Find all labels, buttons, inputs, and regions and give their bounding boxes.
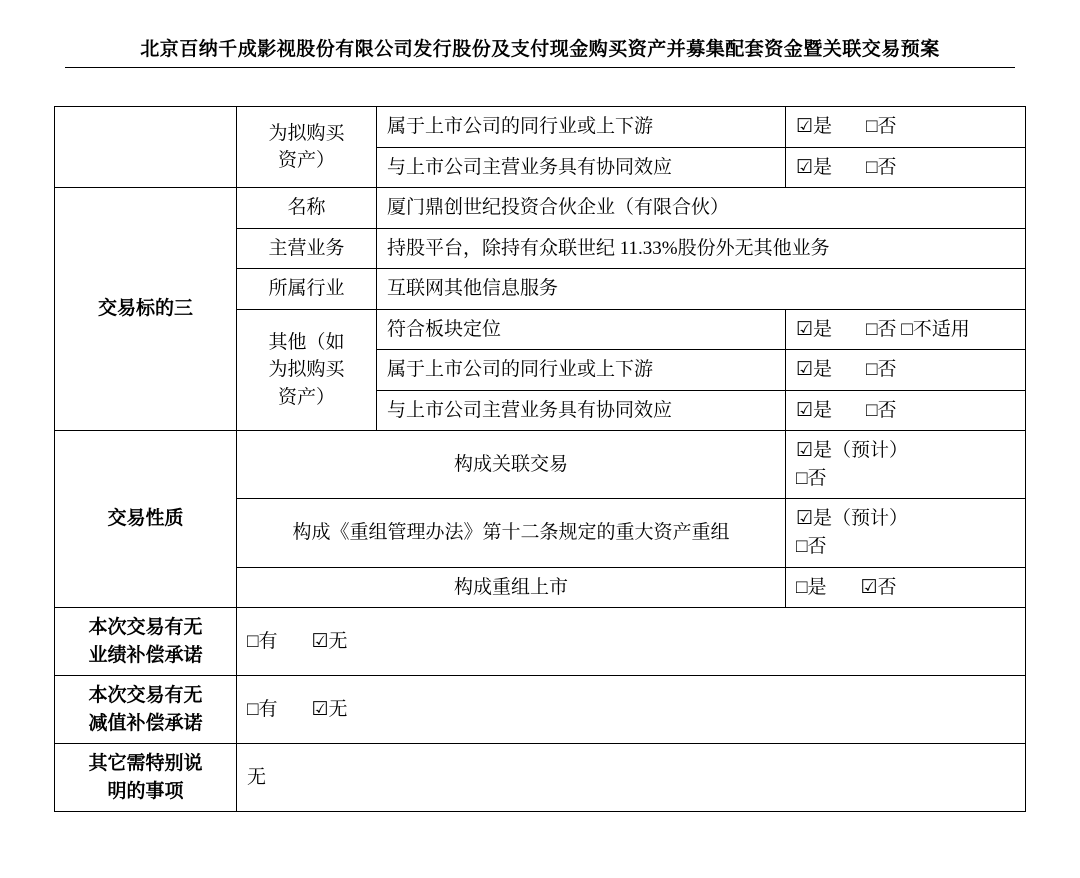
- criterion-text: 构成《重组管理办法》第十二条规定的重大资产重组: [237, 499, 786, 567]
- criterion-text: 与上市公司主营业务具有协同效应: [377, 147, 786, 188]
- impair-label-line2: 减值补偿承诺: [88, 712, 203, 734]
- table-row: [55, 431, 1026, 499]
- row-header-special-notes: [55, 744, 237, 812]
- table-container: [54, 106, 1026, 812]
- group-label-line2: 资产）: [277, 150, 335, 172]
- empty-corner-cell: [55, 107, 237, 188]
- checkbox-none[interactable]: ☑无: [311, 630, 348, 652]
- checkbox-has[interactable]: □有: [247, 630, 278, 652]
- criterion-text: 属于上市公司的同行业或上下游: [377, 350, 786, 391]
- row-header-target-three: 交易标的三: [55, 188, 237, 431]
- checkbox-na[interactable]: □不适用: [901, 318, 970, 340]
- checkbox-group[interactable]: [786, 147, 1026, 188]
- table-row: [55, 608, 1026, 676]
- row-header-performance-compensation: [55, 608, 237, 676]
- other-label-line1: 其他（如: [268, 331, 345, 353]
- checkbox-group[interactable]: [786, 107, 1026, 148]
- field-label-business: 主营业务: [237, 228, 377, 269]
- table-row: [55, 107, 1026, 148]
- group-label-line1: 为拟购买: [268, 122, 345, 144]
- checkbox-group[interactable]: [237, 676, 1026, 744]
- checkbox-yes[interactable]: ☑是: [796, 318, 833, 340]
- checkbox-yes[interactable]: ☑是: [796, 116, 833, 137]
- group-label-other-purchase: [237, 107, 377, 188]
- checkbox-has[interactable]: □有: [247, 698, 278, 720]
- checkbox-group[interactable]: [786, 499, 1026, 567]
- field-label-other: [237, 309, 377, 431]
- checkbox-none[interactable]: ☑无: [311, 698, 348, 720]
- other-label-line2: 为拟购买: [268, 359, 345, 381]
- table-row: [55, 188, 1026, 229]
- checkbox-yes[interactable]: ☑是: [796, 399, 833, 421]
- criterion-text: 构成关联交易: [237, 431, 786, 499]
- checkbox-yes[interactable]: □是: [796, 576, 827, 598]
- checkbox-group[interactable]: [786, 350, 1026, 391]
- checkbox-no[interactable]: □否: [796, 536, 827, 558]
- perf-label-line2: 业绩补偿承诺: [88, 644, 203, 666]
- checkbox-no[interactable]: □否: [866, 359, 897, 381]
- checkbox-yes[interactable]: ☑是: [796, 359, 833, 381]
- disclosure-table: [54, 106, 1026, 812]
- impair-label-line1: 本次交易有无: [88, 685, 203, 707]
- table-row: [55, 744, 1026, 812]
- checkbox-yes[interactable]: ☑是（预计）: [796, 508, 909, 530]
- checkbox-no[interactable]: □否: [866, 318, 897, 340]
- header-divider: [65, 67, 1015, 68]
- checkbox-no[interactable]: □否: [796, 467, 827, 489]
- checkbox-group[interactable]: [786, 390, 1026, 431]
- checkbox-no[interactable]: □否: [866, 399, 897, 421]
- special-label-line1: 其它需特别说: [88, 753, 203, 775]
- criterion-text: 符合板块定位: [377, 309, 786, 350]
- special-label-line2: 明的事项: [107, 780, 184, 802]
- checkbox-group[interactable]: [786, 567, 1026, 608]
- checkbox-group[interactable]: [786, 431, 1026, 499]
- other-label-line3: 资产）: [277, 386, 335, 408]
- criterion-text: 属于上市公司的同行业或上下游: [377, 107, 786, 148]
- table-row: [55, 676, 1026, 744]
- criterion-text: 与上市公司主营业务具有协同效应: [377, 390, 786, 431]
- field-value-business: 持股平台，除持有众联世纪 11.33%股份外无其他业务: [377, 228, 1026, 269]
- field-value-name: 厦门鼎创世纪投资合伙企业（有限合伙）: [377, 188, 1026, 229]
- row-header-impairment-compensation: [55, 676, 237, 744]
- checkbox-no[interactable]: ☑否: [860, 576, 897, 598]
- page-header-title: 北京百纳千成影视股份有限公司发行股份及支付现金购买资产并募集配套资金暨关联交易预案: [140, 39, 940, 60]
- checkbox-no[interactable]: □否: [866, 116, 897, 137]
- criterion-text: 构成重组上市: [237, 567, 786, 608]
- field-value-industry: 互联网其他信息服务: [377, 269, 1026, 310]
- checkbox-yes[interactable]: ☑是（预计）: [796, 440, 909, 462]
- field-label-industry: 所属行业: [237, 269, 377, 310]
- row-header-transaction-nature: 交易性质: [55, 431, 237, 608]
- checkbox-no[interactable]: □否: [866, 156, 897, 178]
- special-notes-value: 无: [237, 744, 1026, 812]
- checkbox-group[interactable]: [786, 309, 1026, 350]
- checkbox-yes[interactable]: ☑是: [796, 156, 833, 178]
- field-label-name: 名称: [237, 188, 377, 229]
- perf-label-line1: 本次交易有无: [88, 617, 203, 639]
- checkbox-group[interactable]: [237, 608, 1026, 676]
